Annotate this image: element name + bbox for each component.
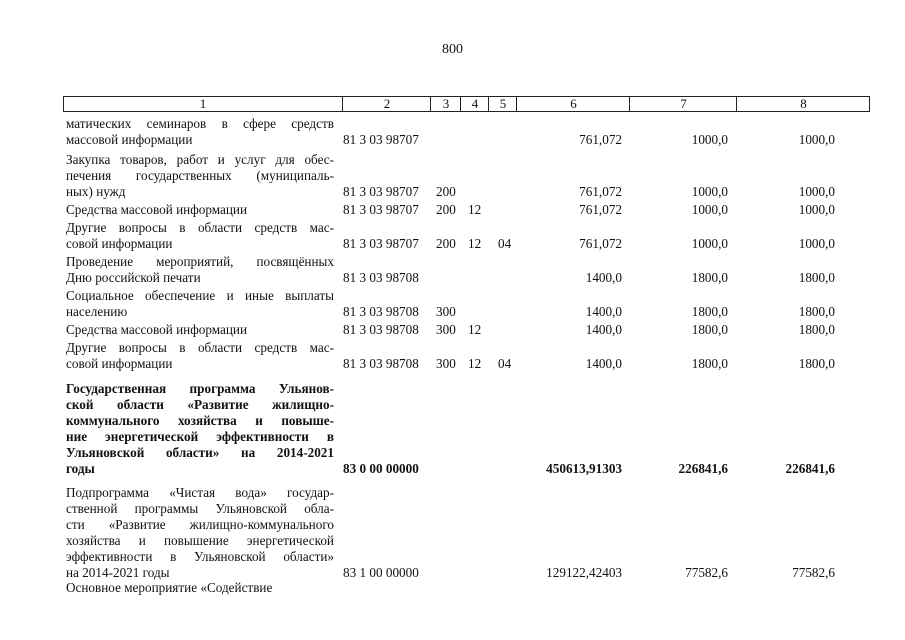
cell-section: 12 [468, 202, 482, 217]
header-col-1: 1 [199, 96, 207, 111]
row-description-line: Проведение мероприятий, посвящённых [66, 254, 334, 269]
row-description-line: Государственная программа Ульянов- [66, 381, 334, 396]
cell-col7: 1000,0 [691, 184, 728, 199]
cell-col7: 1000,0 [691, 132, 728, 147]
row-description-line: ственной программы Ульяновской обла- [66, 501, 334, 516]
row-description-line: на 2014-2021 годы [66, 565, 170, 580]
cell-col6: 1400,0 [585, 322, 622, 337]
cell-section: 12 [468, 236, 482, 251]
cell-type: 200 [436, 184, 456, 199]
row-description-line: коммунального хозяйства и повыше- [66, 413, 334, 428]
cell-col8: 1000,0 [798, 236, 835, 251]
cell-col6: 1400,0 [585, 304, 622, 319]
row-description-line: Другие вопросы в области средств мас- [66, 220, 334, 235]
cell-subsection: 04 [498, 356, 512, 371]
cell-col8: 1800,0 [798, 322, 835, 337]
cell-type: 300 [436, 304, 456, 319]
row-description-line: сти «Развитие жилищно-коммунального [66, 517, 334, 532]
row-description-line: населению [66, 304, 128, 319]
cell-col8: 1800,0 [798, 270, 835, 285]
cell-subsection: 04 [498, 236, 512, 251]
cell-type: 200 [436, 236, 456, 251]
row-description-line: совой информации [66, 236, 173, 251]
cell-col7: 1000,0 [691, 236, 728, 251]
cell-col8: 226841,6 [785, 461, 835, 476]
cell-type: 200 [436, 202, 456, 217]
cell-col6: 1400,0 [585, 356, 622, 371]
cell-col7: 1800,0 [691, 304, 728, 319]
header-col-8: 8 [736, 97, 870, 111]
cell-section: 12 [468, 356, 482, 371]
page-number: 800 [442, 42, 463, 57]
cell-col8: 1000,0 [798, 184, 835, 199]
cell-col8: 1000,0 [798, 202, 835, 217]
cell-col7: 1000,0 [691, 202, 728, 217]
cell-code: 83 0 00 00000 [343, 461, 419, 476]
header-col-6: 6 [516, 97, 630, 111]
row-description-line: хозяйства и повышение энергетической [66, 533, 334, 548]
cell-code: 81 3 03 98708 [343, 270, 419, 285]
cell-col7: 226841,6 [678, 461, 728, 476]
row-description-line: Средства массовой информации [66, 322, 248, 337]
cell-type: 300 [436, 356, 456, 371]
cell-code: 81 3 03 98708 [343, 304, 419, 319]
row-description-line: Средства массовой информации [66, 202, 248, 217]
header-col-7: 7 [629, 97, 737, 111]
header-col-4: 4 [460, 97, 489, 111]
row-description-line: Другие вопросы в области средств мас- [66, 340, 334, 355]
cell-col6: 761,072 [579, 236, 622, 251]
row-description-line: совой информации [66, 356, 173, 371]
cell-col8: 1000,0 [798, 132, 835, 147]
row-description-line: матических семинаров в сфере средств [66, 116, 334, 131]
cell-code: 81 3 03 98707 [343, 236, 419, 251]
row-description-line: эффективности в Ульяновской области» [66, 549, 334, 564]
row-description-line: Дню российской печати [66, 270, 201, 285]
cell-code: 81 3 03 98708 [343, 356, 419, 371]
row-description-line: ской области «Развитие жилищно- [66, 397, 334, 412]
cell-col6: 450613,91303 [546, 461, 622, 476]
row-description-line: Подпрограмма «Чистая вода» государ- [66, 485, 334, 500]
cell-col7: 1800,0 [691, 270, 728, 285]
row-description-line: ных) нужд [66, 184, 126, 199]
cell-code: 83 1 00 00000 [343, 565, 419, 580]
cell-col8: 1800,0 [798, 356, 835, 371]
row-description-line: ние энергетической эффективности в [66, 429, 334, 444]
row-description-line: годы [66, 461, 95, 476]
row-description-line: массовой информации [66, 132, 193, 147]
table-header [63, 96, 870, 112]
row-description-line: Основное мероприятие «Содействие [66, 580, 273, 595]
cell-code: 81 3 03 98707 [343, 132, 419, 147]
cell-col8: 1800,0 [798, 304, 835, 319]
row-description-line: Социальное обеспечение и иные выплаты [66, 288, 334, 303]
header-col-5: 5 [488, 97, 517, 111]
row-description-line: печения государственных (муниципаль- [66, 168, 334, 183]
cell-col6: 1400,0 [585, 270, 622, 285]
cell-col7: 77582,6 [685, 565, 728, 580]
row-description-line: Ульяновской области» на 2014-2021 [66, 445, 334, 460]
cell-code: 81 3 03 98707 [343, 184, 419, 199]
cell-col6: 761,072 [579, 132, 622, 147]
header-col-3: 3 [430, 97, 461, 111]
cell-col7: 1800,0 [691, 322, 728, 337]
cell-type: 300 [436, 322, 456, 337]
cell-code: 81 3 03 98707 [343, 202, 419, 217]
cell-col6: 129122,42403 [546, 565, 622, 580]
cell-section: 12 [468, 322, 482, 337]
cell-col6: 761,072 [579, 202, 622, 217]
cell-col6: 761,072 [579, 184, 622, 199]
row-description-line: Закупка товаров, работ и услуг для обес- [66, 152, 334, 167]
header-col-2: 2 [342, 97, 431, 111]
cell-code: 81 3 03 98708 [343, 322, 419, 337]
cell-col8: 77582,6 [792, 565, 835, 580]
cell-col7: 1800,0 [691, 356, 728, 371]
